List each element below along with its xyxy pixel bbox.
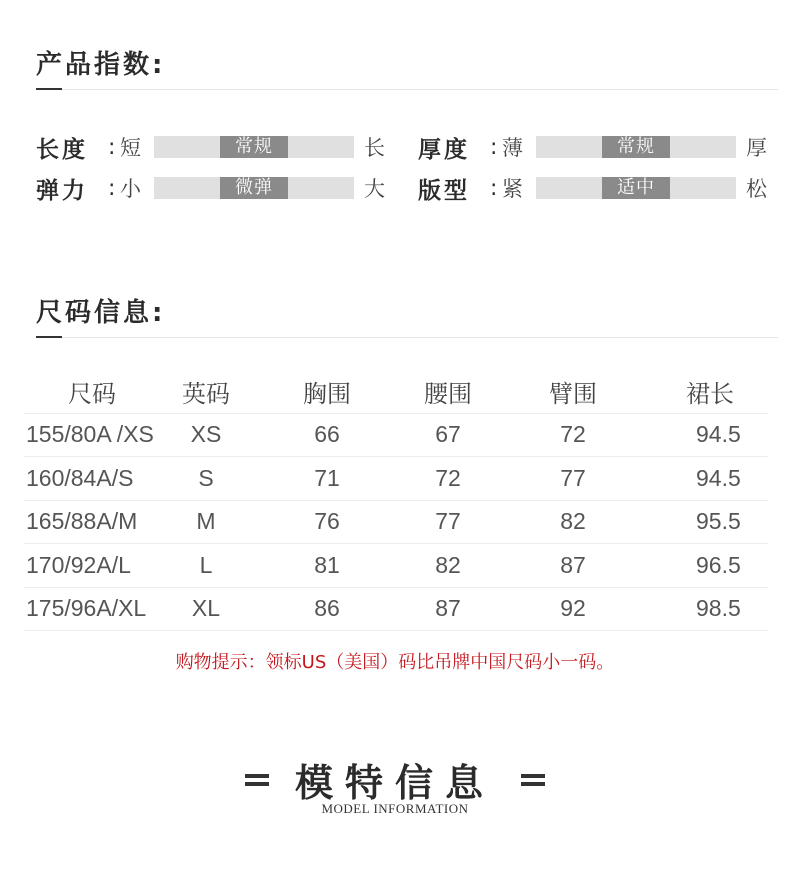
cell-skirt-length: 94.5	[652, 413, 768, 457]
size-table	[24, 370, 768, 631]
cell-bust: 71	[252, 457, 402, 501]
param-elasticity	[36, 175, 385, 204]
product-index-title: 产品指数:	[36, 50, 166, 80]
shopping-tip: 购物提示：领标US（美国）码比吊牌中国尺码小一码。	[175, 652, 615, 673]
model-info-title: 模特信息	[294, 761, 495, 805]
header-us-size: 英码	[160, 370, 252, 413]
param-min: 薄	[502, 136, 523, 160]
table-row	[24, 413, 768, 457]
param-thickness	[418, 134, 767, 163]
cell-waist: 77	[402, 500, 494, 544]
param-label: 厚度	[418, 136, 470, 163]
cell-waist: 82	[402, 544, 494, 588]
header-size: 尺码	[24, 370, 160, 413]
param-min: 短	[120, 136, 141, 160]
param-max: 松	[746, 177, 767, 201]
size-info-accent	[36, 336, 62, 338]
cell-skirt-length: 95.5	[652, 500, 768, 544]
cell-arm: 77	[494, 457, 652, 501]
model-info-subtitle: MODEL INFORMATION	[321, 801, 469, 816]
param-colon: :	[490, 134, 498, 160]
cell-waist: 72	[402, 457, 494, 501]
header-skirt-length: 裙长	[652, 370, 768, 413]
size-info-divider	[36, 337, 778, 338]
cell-arm: 82	[494, 500, 652, 544]
header-arm: 臂围	[494, 370, 652, 413]
cell-us-size: M	[160, 500, 252, 544]
table-row	[24, 587, 768, 631]
product-index-accent	[36, 88, 62, 90]
cell-arm: 92	[494, 587, 652, 631]
cell-bust: 76	[252, 500, 402, 544]
table-row	[24, 500, 768, 544]
model-info-heading	[0, 752, 790, 807]
cell-size-code: 160/84A/S	[24, 457, 160, 501]
param-fit	[418, 175, 767, 204]
cell-bust: 81	[252, 544, 402, 588]
cell-size-code: 165/88A/M	[24, 500, 160, 544]
param-max: 厚	[746, 136, 767, 160]
param-value-marker: 常规	[220, 136, 288, 158]
param-scale-bar	[536, 136, 736, 158]
cell-size-code: 170/92A/L	[24, 544, 160, 588]
param-scale-bar	[154, 136, 354, 158]
double-dash-icon	[245, 774, 269, 786]
param-max: 长	[364, 136, 385, 160]
cell-arm: 87	[494, 544, 652, 588]
cell-arm: 72	[494, 413, 652, 457]
cell-waist: 67	[402, 413, 494, 457]
header-bust: 胸围	[252, 370, 402, 413]
cell-bust: 66	[252, 413, 402, 457]
param-max: 大	[364, 177, 385, 201]
cell-us-size: S	[160, 457, 252, 501]
product-index-divider	[36, 89, 778, 90]
param-colon: :	[108, 134, 116, 160]
param-min: 紧	[502, 177, 523, 201]
param-colon: :	[108, 175, 116, 201]
table-row	[24, 544, 768, 588]
cell-size-code: 175/96A/XL	[24, 587, 160, 631]
param-value-marker: 常规	[602, 136, 670, 158]
cell-us-size: L	[160, 544, 252, 588]
param-scale-bar	[154, 177, 354, 199]
double-dash-icon	[521, 774, 545, 786]
size-info-title: 尺码信息:	[36, 298, 166, 328]
param-min: 小	[120, 177, 141, 201]
param-label: 版型	[418, 177, 470, 204]
param-label: 长度	[36, 136, 88, 163]
cell-skirt-length: 94.5	[652, 457, 768, 501]
header-waist: 腰围	[402, 370, 494, 413]
cell-us-size: XL	[160, 587, 252, 631]
cell-skirt-length: 98.5	[652, 587, 768, 631]
param-value-marker: 适中	[602, 177, 670, 199]
cell-waist: 87	[402, 587, 494, 631]
param-length	[36, 134, 385, 163]
param-scale-bar	[536, 177, 736, 199]
param-label: 弹力	[36, 177, 88, 204]
param-value-marker: 微弹	[220, 177, 288, 199]
cell-size-code: 155/80A /XS	[24, 413, 160, 457]
size-table-header-row	[24, 370, 768, 413]
cell-skirt-length: 96.5	[652, 544, 768, 588]
param-colon: :	[490, 175, 498, 201]
cell-bust: 86	[252, 587, 402, 631]
table-row	[24, 457, 768, 501]
cell-us-size: XS	[160, 413, 252, 457]
